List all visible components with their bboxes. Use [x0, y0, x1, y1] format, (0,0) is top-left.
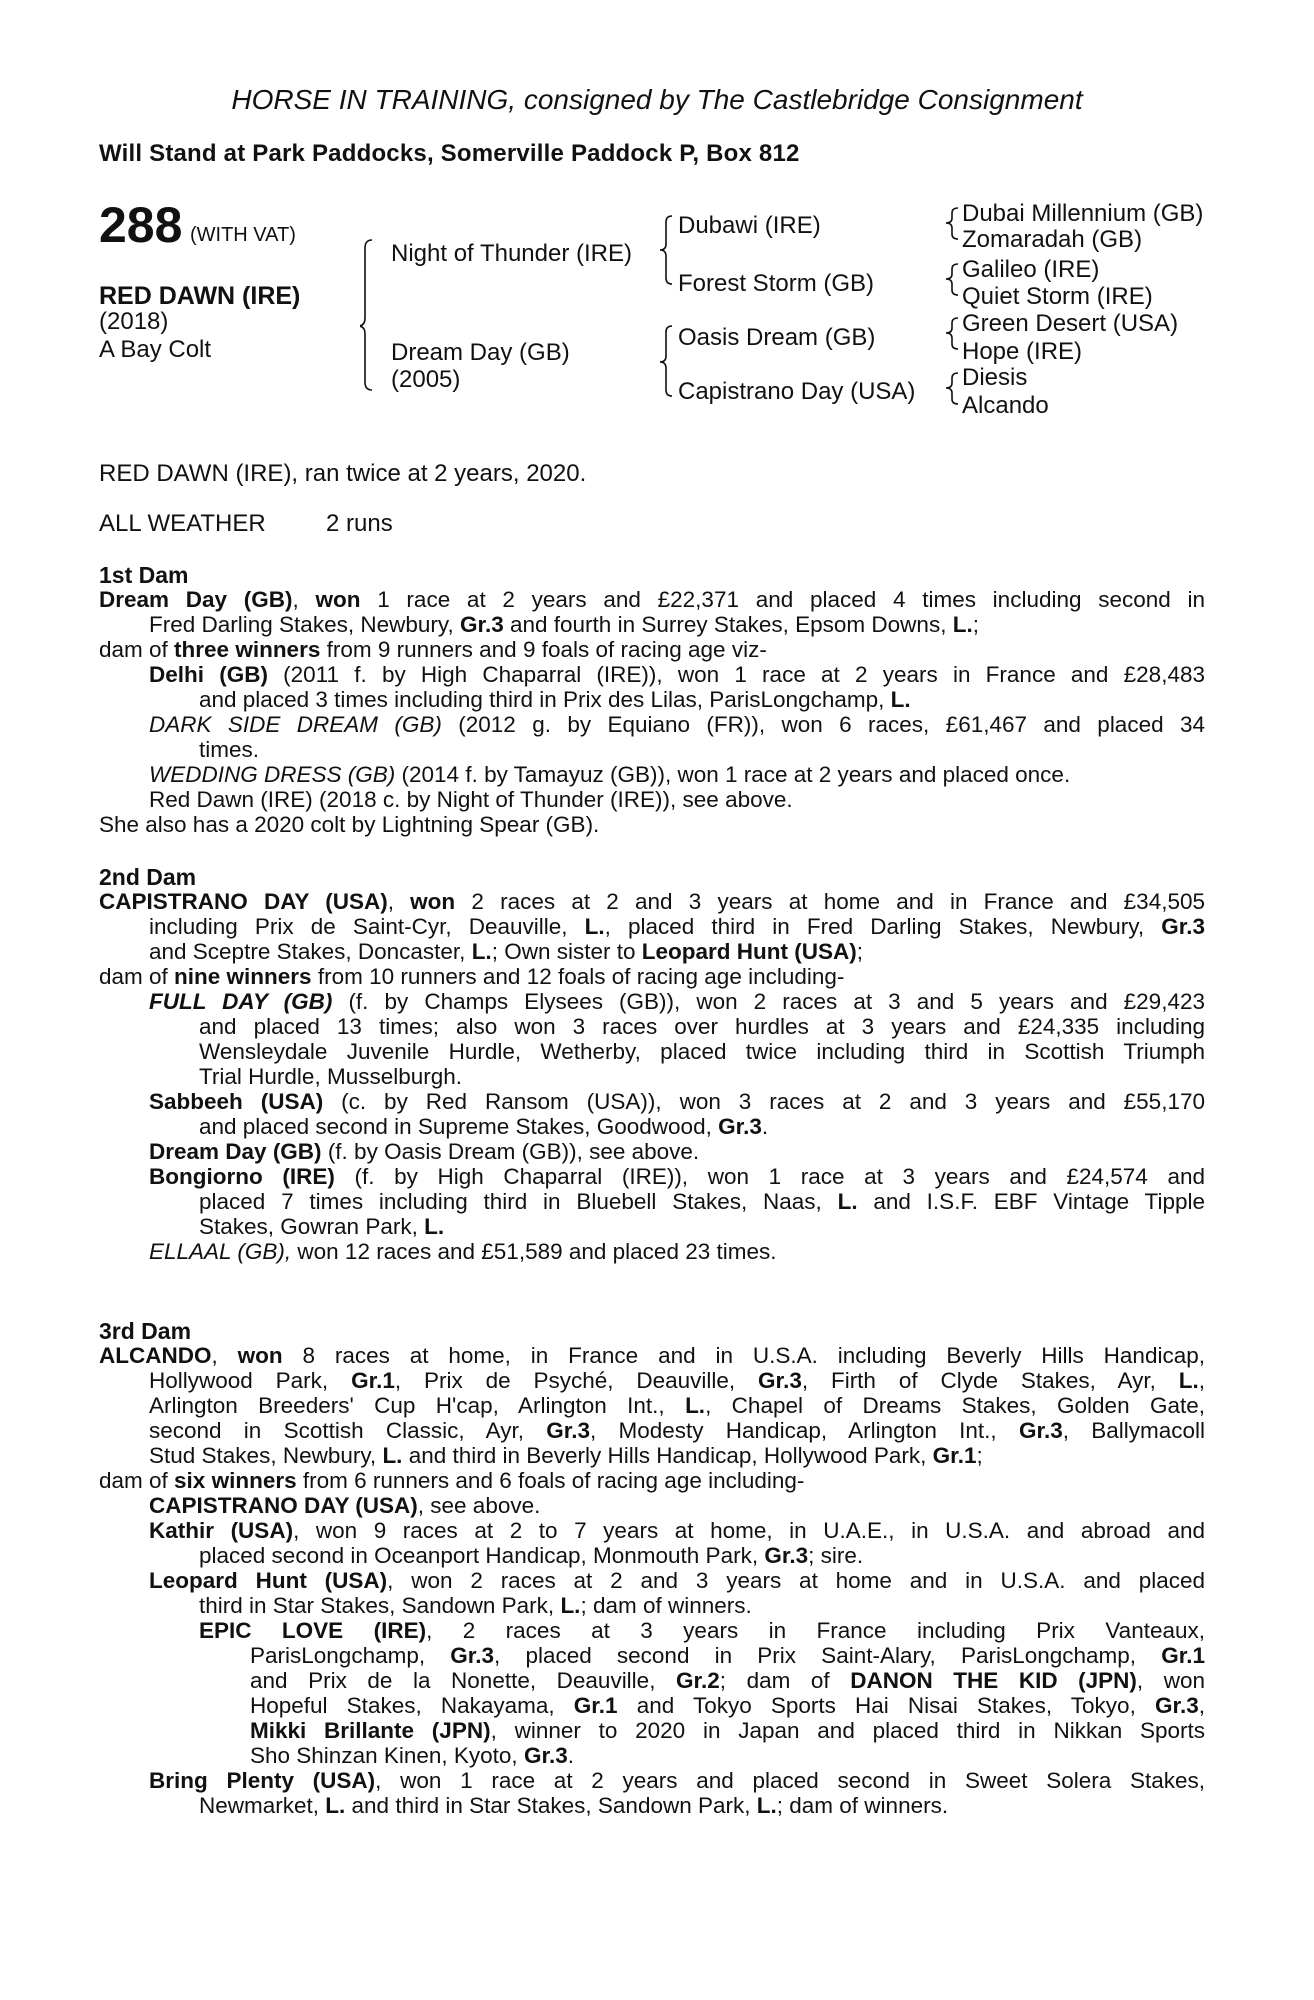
third-dam-line: ALCANDO, won 8 races at home, in France and in U.S.A. including Beverly Hills Handicap, — [99, 1343, 1205, 1368]
surface-runs: 2 runs — [326, 510, 393, 537]
second-dam-line: and placed 13 times; also won 3 races over hurdles at 3 years and £24,335 including — [199, 1014, 1205, 1039]
third-dam-line: Mikki Brillante (JPN), winner to 2020 in Japan and placed third in Nikkan Sports — [250, 1718, 1206, 1743]
pedigree-dam-year: (2005) — [391, 366, 461, 393]
pedigree-ggp-7: Diesis — [962, 364, 1028, 391]
third-dam-line: Hollywood Park, Gr.1, Prix de Psyché, Deauville, Gr.3, Firth of Clyde Stakes, Ayr, L., — [149, 1368, 1205, 1393]
first-dam-heading: 1st Dam — [99, 562, 189, 588]
first-dam-line: Fred Darling Stakes, Newbury, Gr.3 and fourth in Surrey Stakes, Epsom Downs, L.; — [149, 612, 979, 637]
second-dam-line: CAPISTRANO DAY (USA), won 2 races at 2 and 3 years at home and in France and £34,505 — [99, 889, 1205, 914]
third-dam-line: Arlington Breeders' Cup H'cap, Arlington Int., L., Chapel of Dreams Stakes, Golden Gate, — [149, 1393, 1205, 1418]
pedigree-sire: Night of Thunder (IRE) — [391, 240, 632, 267]
page-title: HORSE IN TRAINING, consigned by The Castlebridge Consignment — [231, 84, 1083, 115]
second-dam-heading: 2nd Dam — [99, 864, 197, 890]
second-dam-line: Trial Hurdle, Musselburgh. — [199, 1064, 463, 1089]
third-dam-line: EPIC LOVE (IRE), 2 races at 3 years in France including Prix Vanteaux, — [199, 1618, 1205, 1643]
pedigree-sire-sire: Dubawi (IRE) — [678, 212, 821, 239]
second-dam-line: and Sceptre Stakes, Doncaster, L.; Own sister to Leopard Hunt (USA); — [149, 939, 863, 964]
pedigree-ggp-1: Dubai Millennium (GB) — [962, 200, 1204, 227]
surface-label: ALL WEATHER — [99, 510, 266, 537]
first-dam-line: times. — [199, 737, 260, 762]
third-dam-line: Kathir (USA), won 9 races at 2 to 7 years at home, in U.A.E., in U.S.A. and abroad and — [149, 1518, 1206, 1543]
third-dam-line: third in Star Stakes, Sandown Park, L.; dam of winners. — [199, 1593, 752, 1618]
pedigree-ggp-3: Galileo (IRE) — [962, 256, 1100, 283]
third-dam-line: and Prix de la Nonette, Deauville, Gr.2; dam of DANON THE KID (JPN), won — [250, 1668, 1206, 1693]
third-dam-line: CAPISTRANO DAY (USA), see above. — [149, 1493, 541, 1518]
vat-note: (WITH VAT) — [190, 224, 296, 246]
third-dam-line: placed second in Oceanport Handicap, Monmouth Park, Gr.3; sire. — [199, 1543, 864, 1568]
second-dam-line: Stakes, Gowran Park, L. — [199, 1214, 445, 1239]
second-dam-line: Bongiorno (IRE) (f. by High Chaparral (IRE)), won 1 race at 3 years and £24,574 and — [149, 1164, 1205, 1189]
third-dam-line: ParisLongchamp, Gr.3, placed second in Prix Saint-Alary, ParisLongchamp, Gr.1 — [250, 1643, 1205, 1668]
second-dam-line: Wensleydale Juvenile Hurdle, Wetherby, placed twice including third in Scottish Triumph — [199, 1039, 1205, 1064]
third-dam-line: dam of six winners from 6 runners and 6 foals of racing age including- — [99, 1468, 805, 1493]
third-dam-line: Newmarket, L. and third in Star Stakes, Sandown Park, L.; dam of winners. — [199, 1793, 949, 1818]
third-dam-heading: 3rd Dam — [99, 1318, 192, 1344]
second-dam-line: including Prix de Saint-Cyr, Deauville, L., placed third in Fred Darling Stakes, Newbury, Gr.3 — [149, 914, 1205, 939]
first-dam-line: WEDDING DRESS (GB) (2014 f. by Tamayuz (GB)), won 1 race at 2 years and placed once. — [149, 762, 1071, 787]
lot-number: 288 — [99, 197, 183, 253]
first-dam-line: Dream Day (GB), won 1 race at 2 years and £22,371 and placed 4 times including second in — [99, 587, 1205, 612]
stand-location: Will Stand at Park Paddocks, Somerville Paddock P, Box 812 — [99, 140, 800, 167]
third-dam-line: Leopard Hunt (USA), won 2 races at 2 and 3 years at home and in U.S.A. and placed — [149, 1568, 1206, 1593]
pedigree-ggp-6: Hope (IRE) — [962, 338, 1083, 365]
horse-description: A Bay Colt — [99, 336, 212, 363]
third-dam-line: Bring Plenty (USA), won 1 race at 2 years and placed second in Sweet Solera Stakes, — [149, 1768, 1205, 1793]
second-dam-line: placed 7 times including third in Bluebell Stakes, Naas, L. and I.S.F. EBF Vintage Tipple — [199, 1189, 1205, 1214]
pedigree-dam-sire: Oasis Dream (GB) — [678, 324, 876, 351]
second-dam-line: Sabbeeh (USA) (c. by Red Ransom (USA)), won 3 races at 2 and 3 years and £55,170 — [149, 1089, 1205, 1114]
horse-name: RED DAWN (IRE) — [99, 282, 301, 310]
pedigree-dam: Dream Day (GB) — [391, 339, 570, 366]
first-dam-line: She also has a 2020 colt by Lightning Spear (GB). — [99, 812, 600, 837]
horse-year: (2018) — [99, 308, 169, 335]
pedigree-ggp-2: Zomaradah (GB) — [962, 226, 1143, 253]
third-dam-line: Stud Stakes, Newbury, L. and third in Beverly Hills Handicap, Hollywood Park, Gr.1; — [149, 1443, 983, 1468]
first-dam-line: Red Dawn (IRE) (2018 c. by Night of Thunder (IRE)), see above. — [149, 787, 793, 812]
first-dam-line: Delhi (GB) (2011 f. by High Chaparral (IRE)), won 1 race at 2 years in France and £28,483 — [149, 662, 1205, 687]
third-dam-line: Hopeful Stakes, Nakayama, Gr.1 and Tokyo Sports Hai Nisai Stakes, Tokyo, Gr.3, — [250, 1693, 1205, 1718]
second-dam-line: Dream Day (GB) (f. by Oasis Dream (GB)), see above. — [149, 1139, 700, 1164]
third-dam-line: second in Scottish Classic, Ayr, Gr.3, Modesty Handicap, Arlington Int., Gr.3, Ballymacoll — [149, 1418, 1206, 1443]
race-summary: RED DAWN (IRE), ran twice at 2 years, 2020. — [99, 460, 587, 487]
second-dam-line: dam of nine winners from 10 runners and 12 foals of racing age including- — [99, 964, 845, 989]
first-dam-line: dam of three winners from 9 runners and 9 foals of racing age viz- — [99, 637, 767, 662]
pedigree-ggp-8: Alcando — [962, 392, 1049, 419]
third-dam-line: Sho Shinzan Kinen, Kyoto, Gr.3. — [250, 1743, 574, 1768]
second-dam-line: ELLAAL (GB), won 12 races and £51,589 and placed 23 times. — [149, 1239, 777, 1264]
first-dam-line: DARK SIDE DREAM (GB) (2012 g. by Equiano (FR)), won 6 races, £61,467 and placed 34 — [149, 712, 1206, 737]
first-dam-line: and placed 3 times including third in Prix des Lilas, ParisLongchamp, L. — [199, 687, 911, 712]
pedigree-dam-dam: Capistrano Day (USA) — [678, 378, 916, 405]
pedigree-ggp-4: Quiet Storm (IRE) — [962, 283, 1153, 310]
second-dam-line: FULL DAY (GB) (f. by Champs Elysees (GB)), won 2 races at 3 and 5 years and £29,423 — [149, 989, 1205, 1014]
pedigree-sire-dam: Forest Storm (GB) — [678, 270, 875, 297]
pedigree-ggp-5: Green Desert (USA) — [962, 310, 1179, 337]
second-dam-line: and placed second in Supreme Stakes, Goodwood, Gr.3. — [199, 1114, 769, 1139]
